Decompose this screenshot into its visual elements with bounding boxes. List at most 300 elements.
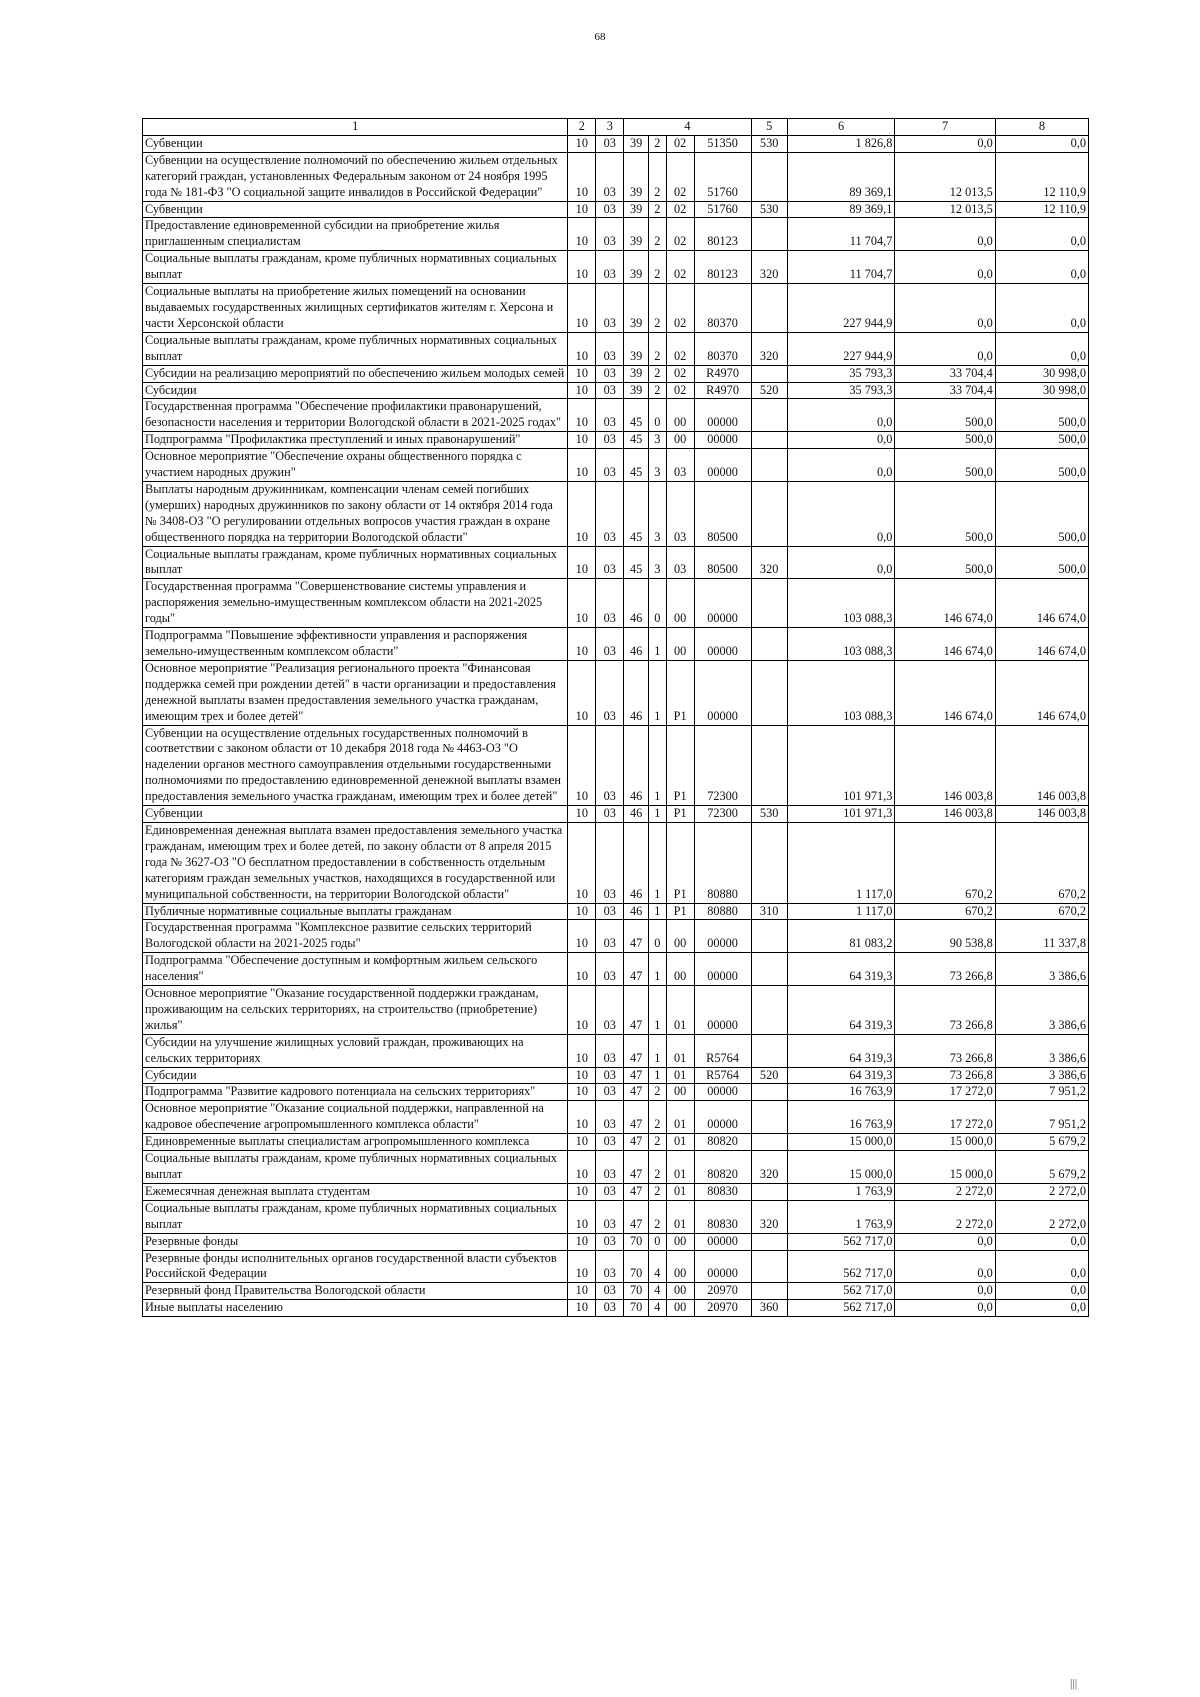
row-target-program: 45 — [624, 449, 649, 482]
row-amount-col6: 562 717,0 — [787, 1233, 895, 1250]
table-row — [143, 1300, 1089, 1317]
row-amount-col7: 0,0 — [895, 218, 995, 251]
row-amount-col6: 103 088,3 — [787, 660, 895, 725]
row-amount-col8: 670,2 — [995, 822, 1088, 903]
row-amount-col8: 7 951,2 — [995, 1101, 1088, 1134]
row-target-event: 02 — [666, 332, 694, 365]
row-subsection: 03 — [596, 1084, 624, 1101]
row-section: 10 — [568, 432, 596, 449]
table-row — [143, 218, 1089, 251]
row-section: 10 — [568, 1067, 596, 1084]
row-expense-type — [751, 579, 787, 628]
row-target-program: 39 — [624, 152, 649, 201]
row-amount-col6: 11 704,7 — [787, 251, 895, 284]
row-amount-col8: 500,0 — [995, 432, 1088, 449]
row-target-event: 00 — [666, 953, 694, 986]
row-name: Субвенции — [143, 201, 568, 218]
table-row — [143, 135, 1089, 152]
row-expense-type — [751, 432, 787, 449]
row-target-event: 03 — [666, 449, 694, 482]
row-target-direction: 80820 — [694, 1134, 751, 1151]
row-amount-col8: 11 337,8 — [995, 920, 1088, 953]
row-section: 10 — [568, 579, 596, 628]
row-section: 10 — [568, 1134, 596, 1151]
row-section: 10 — [568, 1250, 596, 1283]
row-subsection: 03 — [596, 920, 624, 953]
row-name: Государственная программа "Совершенствование системы управления и распоряжения земельно-имущественным комплексом области на 2021-2025 годы" — [143, 579, 568, 628]
row-expense-type — [751, 449, 787, 482]
row-section: 10 — [568, 332, 596, 365]
row-target-program: 39 — [624, 284, 649, 333]
row-expense-type — [751, 660, 787, 725]
row-amount-col7: 33 704,4 — [895, 365, 995, 382]
row-target-direction: 80880 — [694, 822, 751, 903]
row-target-event: 00 — [666, 399, 694, 432]
row-target-event: 01 — [666, 986, 694, 1035]
header-col-3: 3 — [596, 119, 624, 136]
table-row — [143, 953, 1089, 986]
row-amount-col7: 146 674,0 — [895, 628, 995, 661]
row-target-program: 70 — [624, 1300, 649, 1317]
row-amount-col7: 73 266,8 — [895, 1067, 995, 1084]
row-amount-col8: 0,0 — [995, 1233, 1088, 1250]
row-amount-col6: 101 971,3 — [787, 725, 895, 806]
row-target-subprogram: 2 — [649, 201, 667, 218]
row-name: Основное мероприятие "Оказание социальной поддержки, направленной на кадровое обеспечение агропромышленного комплекса области" — [143, 1101, 568, 1134]
row-target-event: 02 — [666, 135, 694, 152]
row-amount-col7: 670,2 — [895, 903, 995, 920]
row-amount-col7: 0,0 — [895, 1233, 995, 1250]
row-expense-type: 310 — [751, 903, 787, 920]
row-section: 10 — [568, 481, 596, 546]
row-target-program: 45 — [624, 399, 649, 432]
row-section: 10 — [568, 1233, 596, 1250]
row-target-subprogram: 0 — [649, 399, 667, 432]
row-name: Социальные выплаты гражданам, кроме публичных нормативных социальных выплат — [143, 332, 568, 365]
row-name: Государственная программа "Обеспечение профилактики правонарушений, безопасности населения и территории Вологодской области в 2021-2025 годах" — [143, 399, 568, 432]
row-amount-col7: 90 538,8 — [895, 920, 995, 953]
row-amount-col7: 146 003,8 — [895, 725, 995, 806]
row-amount-col6: 15 000,0 — [787, 1134, 895, 1151]
row-amount-col8: 500,0 — [995, 481, 1088, 546]
row-name: Субсидии — [143, 382, 568, 399]
row-target-event: 02 — [666, 201, 694, 218]
row-target-direction: 80370 — [694, 284, 751, 333]
row-target-direction: 72300 — [694, 806, 751, 823]
row-name: Подпрограмма "Повышение эффективности управления и распоряжения земельно-имущественным комплексом области" — [143, 628, 568, 661]
row-target-event: 00 — [666, 1300, 694, 1317]
row-target-program: 47 — [624, 1101, 649, 1134]
row-target-subprogram: 1 — [649, 903, 667, 920]
table-row — [143, 920, 1089, 953]
row-subsection: 03 — [596, 822, 624, 903]
row-section: 10 — [568, 1283, 596, 1300]
row-amount-col7: 146 003,8 — [895, 806, 995, 823]
row-target-event: 00 — [666, 628, 694, 661]
row-amount-col6: 227 944,9 — [787, 284, 895, 333]
row-expense-type — [751, 1250, 787, 1283]
row-expense-type: 320 — [751, 1151, 787, 1184]
row-amount-col6: 101 971,3 — [787, 806, 895, 823]
row-amount-col6: 1 117,0 — [787, 822, 895, 903]
row-section: 10 — [568, 1300, 596, 1317]
row-expense-type: 320 — [751, 1200, 787, 1233]
row-target-direction: 00000 — [694, 660, 751, 725]
row-target-event: 01 — [666, 1134, 694, 1151]
row-target-event: 01 — [666, 1067, 694, 1084]
row-amount-col6: 1 763,9 — [787, 1183, 895, 1200]
row-section: 10 — [568, 218, 596, 251]
row-section: 10 — [568, 1084, 596, 1101]
row-amount-col8: 7 951,2 — [995, 1084, 1088, 1101]
row-expense-type — [751, 152, 787, 201]
row-subsection: 03 — [596, 1101, 624, 1134]
row-target-subprogram: 3 — [649, 449, 667, 482]
scan-mark: ||| — [1070, 1676, 1078, 1690]
row-target-subprogram: 1 — [649, 822, 667, 903]
row-target-program: 45 — [624, 546, 649, 579]
row-section: 10 — [568, 806, 596, 823]
row-expense-type: 530 — [751, 806, 787, 823]
row-amount-col8: 30 998,0 — [995, 365, 1088, 382]
header-col-7: 7 — [895, 119, 995, 136]
header-col-5: 5 — [751, 119, 787, 136]
row-subsection: 03 — [596, 1200, 624, 1233]
table-row — [143, 1034, 1089, 1067]
row-amount-col7: 2 272,0 — [895, 1183, 995, 1200]
row-target-subprogram: 0 — [649, 579, 667, 628]
row-target-direction: 00000 — [694, 432, 751, 449]
row-target-event: 01 — [666, 1200, 694, 1233]
row-expense-type — [751, 1283, 787, 1300]
row-subsection: 03 — [596, 628, 624, 661]
table-row — [143, 1200, 1089, 1233]
row-target-subprogram: 1 — [649, 953, 667, 986]
row-target-program: 39 — [624, 332, 649, 365]
row-target-direction: 00000 — [694, 1101, 751, 1134]
row-expense-type — [751, 725, 787, 806]
row-expense-type — [751, 628, 787, 661]
row-target-direction: R4970 — [694, 382, 751, 399]
row-amount-col6: 64 319,3 — [787, 1067, 895, 1084]
row-expense-type — [751, 822, 787, 903]
row-amount-col6: 16 763,9 — [787, 1101, 895, 1134]
row-target-event: 03 — [666, 481, 694, 546]
row-name: Государственная программа "Комплексное развитие сельских территорий Вологодской области на 2021-2025 годы" — [143, 920, 568, 953]
row-amount-col7: 2 272,0 — [895, 1200, 995, 1233]
row-subsection: 03 — [596, 1134, 624, 1151]
row-target-direction: 51760 — [694, 201, 751, 218]
table-row — [143, 251, 1089, 284]
row-target-subprogram: 2 — [649, 382, 667, 399]
row-amount-col8: 3 386,6 — [995, 1067, 1088, 1084]
row-target-event: 01 — [666, 1034, 694, 1067]
row-name: Резервный фонд Правительства Вологодской области — [143, 1283, 568, 1300]
row-amount-col7: 0,0 — [895, 1250, 995, 1283]
row-target-program: 47 — [624, 1067, 649, 1084]
table-row — [143, 660, 1089, 725]
table-row — [143, 365, 1089, 382]
row-target-direction: R4970 — [694, 365, 751, 382]
table-row — [143, 579, 1089, 628]
row-subsection: 03 — [596, 218, 624, 251]
row-name: Социальные выплаты гражданам, кроме публичных нормативных социальных выплат — [143, 251, 568, 284]
row-amount-col8: 2 272,0 — [995, 1183, 1088, 1200]
row-target-event: 02 — [666, 365, 694, 382]
row-section: 10 — [568, 903, 596, 920]
row-amount-col6: 35 793,3 — [787, 365, 895, 382]
row-target-direction: 80830 — [694, 1200, 751, 1233]
row-amount-col8: 12 110,9 — [995, 201, 1088, 218]
row-target-subprogram: 2 — [649, 251, 667, 284]
row-target-program: 46 — [624, 822, 649, 903]
row-subsection: 03 — [596, 152, 624, 201]
row-target-event: P1 — [666, 660, 694, 725]
row-expense-type — [751, 399, 787, 432]
row-subsection: 03 — [596, 1067, 624, 1084]
row-target-event: P1 — [666, 725, 694, 806]
row-target-program: 47 — [624, 1183, 649, 1200]
row-amount-col7: 12 013,5 — [895, 152, 995, 201]
row-amount-col6: 11 704,7 — [787, 218, 895, 251]
row-target-direction: R5764 — [694, 1034, 751, 1067]
row-amount-col7: 73 266,8 — [895, 953, 995, 986]
row-target-event: 00 — [666, 1233, 694, 1250]
row-amount-col8: 3 386,6 — [995, 953, 1088, 986]
row-subsection: 03 — [596, 903, 624, 920]
row-target-direction: 00000 — [694, 1233, 751, 1250]
row-amount-col7: 500,0 — [895, 481, 995, 546]
row-target-event: 02 — [666, 152, 694, 201]
row-target-direction: 00000 — [694, 399, 751, 432]
row-target-direction: 00000 — [694, 986, 751, 1035]
table-row — [143, 201, 1089, 218]
row-subsection: 03 — [596, 1183, 624, 1200]
row-expense-type — [751, 1101, 787, 1134]
row-target-event: 00 — [666, 1250, 694, 1283]
row-target-direction: 51350 — [694, 135, 751, 152]
row-target-subprogram: 2 — [649, 152, 667, 201]
table-row — [143, 1283, 1089, 1300]
row-target-subprogram: 2 — [649, 1084, 667, 1101]
row-target-event: P1 — [666, 806, 694, 823]
row-target-direction: 20970 — [694, 1283, 751, 1300]
row-target-event: 01 — [666, 1151, 694, 1184]
row-target-direction: 80370 — [694, 332, 751, 365]
row-section: 10 — [568, 135, 596, 152]
row-target-program: 46 — [624, 903, 649, 920]
row-name: Публичные нормативные социальные выплаты гражданам — [143, 903, 568, 920]
row-amount-col7: 17 272,0 — [895, 1084, 995, 1101]
row-amount-col6: 0,0 — [787, 481, 895, 546]
row-target-program: 46 — [624, 806, 649, 823]
row-target-direction: 80500 — [694, 481, 751, 546]
row-target-direction: 72300 — [694, 725, 751, 806]
row-amount-col7: 500,0 — [895, 546, 995, 579]
row-section: 10 — [568, 1183, 596, 1200]
row-target-direction: R5764 — [694, 1067, 751, 1084]
row-target-subprogram: 1 — [649, 1034, 667, 1067]
row-amount-col7: 0,0 — [895, 1283, 995, 1300]
table-row — [143, 1250, 1089, 1283]
row-target-program: 47 — [624, 986, 649, 1035]
row-expense-type — [751, 1183, 787, 1200]
row-expense-type — [751, 284, 787, 333]
row-target-event: P1 — [666, 903, 694, 920]
row-target-subprogram: 2 — [649, 1101, 667, 1134]
row-name: Субвенции — [143, 135, 568, 152]
row-target-direction: 00000 — [694, 449, 751, 482]
row-target-subprogram: 1 — [649, 1067, 667, 1084]
row-target-subprogram: 1 — [649, 986, 667, 1035]
row-name: Единовременные выплаты специалистам агропромышленного комплекса — [143, 1134, 568, 1151]
row-amount-col6: 35 793,3 — [787, 382, 895, 399]
row-subsection: 03 — [596, 579, 624, 628]
row-subsection: 03 — [596, 1283, 624, 1300]
row-target-program: 39 — [624, 251, 649, 284]
row-target-program: 47 — [624, 1134, 649, 1151]
table-row — [143, 152, 1089, 201]
row-target-subprogram: 2 — [649, 1200, 667, 1233]
row-section: 10 — [568, 628, 596, 661]
row-name: Основное мероприятие "Оказание государственной поддержки гражданам, проживающим на сельских территориях, на строительство (приобретение) жилья" — [143, 986, 568, 1035]
budget-table — [142, 118, 1089, 1317]
row-amount-col6: 64 319,3 — [787, 953, 895, 986]
table-row — [143, 284, 1089, 333]
row-target-program: 45 — [624, 481, 649, 546]
row-expense-type — [751, 920, 787, 953]
row-amount-col6: 64 319,3 — [787, 986, 895, 1035]
row-amount-col8: 3 386,6 — [995, 1034, 1088, 1067]
row-name: Социальные выплаты гражданам, кроме публичных нормативных социальных выплат — [143, 1151, 568, 1184]
row-section: 10 — [568, 1200, 596, 1233]
row-target-subprogram: 2 — [649, 332, 667, 365]
row-expense-type — [751, 1233, 787, 1250]
row-subsection: 03 — [596, 481, 624, 546]
row-amount-col8: 146 674,0 — [995, 628, 1088, 661]
row-target-program: 39 — [624, 218, 649, 251]
row-expense-type — [751, 218, 787, 251]
row-target-event: 01 — [666, 1101, 694, 1134]
row-amount-col7: 0,0 — [895, 135, 995, 152]
row-target-subprogram: 0 — [649, 1233, 667, 1250]
row-amount-col6: 1 117,0 — [787, 903, 895, 920]
row-name: Субвенции — [143, 806, 568, 823]
row-target-event: 02 — [666, 218, 694, 251]
row-section: 10 — [568, 284, 596, 333]
row-expense-type — [751, 1134, 787, 1151]
table-row — [143, 1134, 1089, 1151]
row-subsection: 03 — [596, 432, 624, 449]
row-amount-col6: 89 369,1 — [787, 152, 895, 201]
row-target-subprogram: 1 — [649, 806, 667, 823]
row-section: 10 — [568, 1034, 596, 1067]
row-target-event: 00 — [666, 1084, 694, 1101]
row-subsection: 03 — [596, 135, 624, 152]
table-header-row — [143, 119, 1089, 136]
row-expense-type: 530 — [751, 201, 787, 218]
header-col-4: 4 — [624, 119, 751, 136]
row-expense-type — [751, 953, 787, 986]
row-name: Единовременная денежная выплата взамен предоставления земельного участка гражданам, имеющим трех и более детей, по закону области от 8 апреля 2015 года № 3627-ОЗ "О бесплатном предоставлении в собственность отдельным категориям граждан земельных участков, находящихся в государственной или муниципальной собственности, на территории Вологодской области" — [143, 822, 568, 903]
row-amount-col7: 500,0 — [895, 449, 995, 482]
row-target-subprogram: 2 — [649, 135, 667, 152]
row-subsection: 03 — [596, 449, 624, 482]
table-row — [143, 725, 1089, 806]
row-target-event: 02 — [666, 251, 694, 284]
row-expense-type: 320 — [751, 332, 787, 365]
row-amount-col8: 500,0 — [995, 546, 1088, 579]
row-target-subprogram: 1 — [649, 725, 667, 806]
row-name: Подпрограмма "Профилактика преступлений и иных правонарушений" — [143, 432, 568, 449]
row-amount-col8: 2 272,0 — [995, 1200, 1088, 1233]
row-section: 10 — [568, 201, 596, 218]
row-target-direction: 00000 — [694, 920, 751, 953]
row-expense-type — [751, 365, 787, 382]
row-name: Субсидии — [143, 1067, 568, 1084]
row-amount-col6: 16 763,9 — [787, 1084, 895, 1101]
row-amount-col8: 12 110,9 — [995, 152, 1088, 201]
row-amount-col6: 81 083,2 — [787, 920, 895, 953]
row-target-direction: 00000 — [694, 1084, 751, 1101]
row-amount-col6: 103 088,3 — [787, 628, 895, 661]
row-expense-type: 320 — [751, 546, 787, 579]
row-subsection: 03 — [596, 725, 624, 806]
row-section: 10 — [568, 986, 596, 1035]
row-amount-col8: 500,0 — [995, 399, 1088, 432]
row-expense-type — [751, 1084, 787, 1101]
row-amount-col7: 0,0 — [895, 1300, 995, 1317]
table-row — [143, 481, 1089, 546]
row-amount-col8: 30 998,0 — [995, 382, 1088, 399]
row-target-direction: 00000 — [694, 1250, 751, 1283]
table-row — [143, 806, 1089, 823]
row-amount-col8: 0,0 — [995, 284, 1088, 333]
row-target-event: 03 — [666, 546, 694, 579]
table-row — [143, 399, 1089, 432]
row-target-event: 00 — [666, 579, 694, 628]
row-target-event: 00 — [666, 1283, 694, 1300]
row-amount-col6: 227 944,9 — [787, 332, 895, 365]
row-section: 10 — [568, 546, 596, 579]
row-amount-col7: 73 266,8 — [895, 1034, 995, 1067]
table-row — [143, 1084, 1089, 1101]
row-target-event: 02 — [666, 382, 694, 399]
row-target-direction: 80123 — [694, 251, 751, 284]
row-target-direction: 80500 — [694, 546, 751, 579]
row-amount-col8: 5 679,2 — [995, 1151, 1088, 1184]
row-amount-col8: 0,0 — [995, 1283, 1088, 1300]
row-expense-type — [751, 1034, 787, 1067]
row-target-program: 46 — [624, 579, 649, 628]
row-amount-col8: 500,0 — [995, 449, 1088, 482]
table-row — [143, 1067, 1089, 1084]
row-amount-col6: 1 763,9 — [787, 1200, 895, 1233]
row-amount-col8: 0,0 — [995, 1250, 1088, 1283]
row-amount-col6: 64 319,3 — [787, 1034, 895, 1067]
table-row — [143, 1101, 1089, 1134]
table-row — [143, 449, 1089, 482]
row-target-subprogram: 2 — [649, 1183, 667, 1200]
row-subsection: 03 — [596, 986, 624, 1035]
row-expense-type: 360 — [751, 1300, 787, 1317]
header-col-1: 1 — [143, 119, 568, 136]
table-row — [143, 332, 1089, 365]
row-section: 10 — [568, 251, 596, 284]
row-amount-col8: 0,0 — [995, 1300, 1088, 1317]
row-target-subprogram: 0 — [649, 920, 667, 953]
row-section: 10 — [568, 822, 596, 903]
